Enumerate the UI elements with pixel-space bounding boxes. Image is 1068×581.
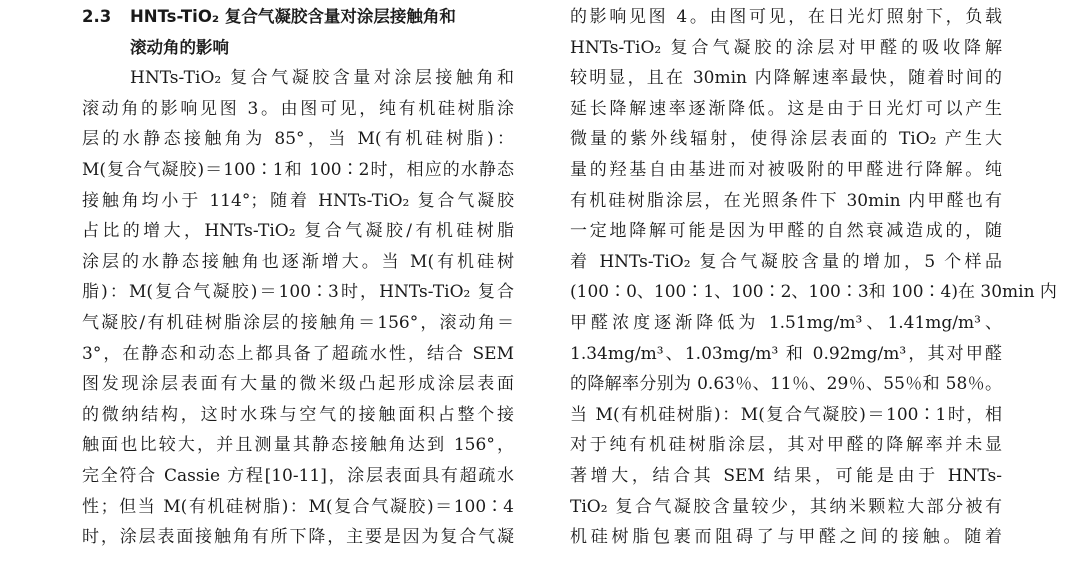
- paragraph-line: 的微纳结构，这时水珠与空气的接触面积占整个接: [82, 404, 514, 425]
- paragraph-line: 3°，在静态和动态上都具备了超疏水性，结合 SEM: [82, 343, 514, 364]
- paragraph-line: 时，涂层表面接触角有所下降，主要是因为复合气凝: [82, 527, 514, 548]
- paragraph-line: 着 HNTs-TiO₂ 复合气凝胶含量的增加，5 个样品: [570, 251, 1002, 272]
- paragraph-line: 当 M(有机硅树脂)：M(复合气凝胶)＝100∶1时，相: [570, 404, 1002, 425]
- left-column: [82, 2, 514, 553]
- right-column: [570, 2, 1057, 553]
- paragraph-line: HNTs-TiO₂ 复合气凝胶的涂层对甲醛的吸收降解: [570, 37, 1002, 58]
- paragraph-line: 1.34mg/m³、1.03mg/m³ 和 0.92mg/m³，其对甲醛: [570, 343, 1002, 364]
- paragraph-line: 图发现涂层表面有大量的微米级凸起形成涂层表面: [82, 374, 514, 395]
- paragraph-line: 著增大，结合其 SEM 结果，可能是由于 HNTs-: [570, 465, 1002, 486]
- paragraph-line: 的影响见图 4。由图可见，在日光灯照射下，负载: [570, 7, 1002, 27]
- paragraph-line: 对于纯有机硅树脂涂层，其对甲醛的降解率并未显: [570, 435, 1002, 456]
- paragraph-line: 层的水静态接触角为 85°，当 M(有机硅树脂)：: [82, 129, 514, 150]
- paragraph-line: 微量的紫外线辐射，使得涂层表面的 TiO₂ 产生大: [570, 129, 1002, 150]
- section-number: 2.3: [82, 7, 112, 26]
- paragraph-line: 的降解率分别为 0.63％、11％、29％、55％和 58％。: [570, 374, 1002, 395]
- section-title-line-1: HNTs-TiO₂ 复合气凝胶含量对涂层接触角和: [130, 7, 456, 26]
- paragraph-line: 完全符合 Cassie 方程[10-11]，涂层表面具有超疏水: [82, 465, 514, 486]
- paragraph-line: 占比的增大，HNTs-TiO₂ 复合气凝胶/有机硅树脂: [82, 221, 514, 242]
- paragraph-line: 气凝胶/有机硅树脂涂层的接触角＝156°，滚动角＝: [82, 312, 514, 333]
- paragraph-line: 滚动角的影响见图 3。由图可见，纯有机硅树脂涂: [82, 98, 514, 119]
- paragraph-line: (100∶0、100∶1、100∶2、100∶3和 100∶4)在 30min 内: [570, 282, 1057, 303]
- paragraph-line: 延长降解速率逐渐降低。这是由于日光灯可以产生: [570, 98, 1002, 119]
- section-title-line-2: 滚动角的影响: [130, 37, 229, 57]
- paragraph-line: 量的羟基自由基进而对被吸附的甲醛进行降解。纯: [570, 159, 1002, 180]
- paragraph-line: HNTs-TiO₂ 复合气凝胶含量对涂层接触角和: [130, 68, 514, 89]
- paragraph-line: 机硅树脂包裹而阻碍了与甲醛之间的接触。随着: [570, 527, 1002, 548]
- paragraph-line: TiO₂ 复合气凝胶含量较少，其纳米颗粒大部分被有: [570, 496, 1002, 517]
- paragraph-line: M(复合气凝胶)＝100∶1和 100∶2时，相应的水静态: [82, 159, 514, 180]
- paragraph-line: 涂层的水静态接触角也逐渐增大。当 M(有机硅树: [82, 251, 514, 272]
- paragraph-line: 较明显，且在 30min 内降解速率最快，随着时间的: [570, 68, 1002, 89]
- paragraph-line: 触面也比较大，并且测量其静态接触角达到 156°，: [82, 435, 514, 456]
- section-heading: [82, 2, 514, 33]
- paragraph-line: 甲醛浓度逐渐降低为 1.51mg/m³、1.41mg/m³、: [570, 312, 1002, 333]
- paragraph-line: 性；但当 M(有机硅树脂)：M(复合气凝胶)＝100∶4: [82, 496, 514, 517]
- paragraph-line: 一定地降解可能是因为甲醛的自然衰减造成的，随: [570, 221, 1002, 242]
- paragraph-line: 接触角均小于 114°；随着 HNTs-TiO₂ 复合气凝胶: [82, 190, 514, 211]
- paragraph-line: 有机硅树脂涂层，在光照条件下 30min 内甲醛也有: [570, 190, 1002, 211]
- paragraph-line: 脂)：M(复合气凝胶)＝100∶3时，HNTs-TiO₂ 复合: [82, 282, 514, 303]
